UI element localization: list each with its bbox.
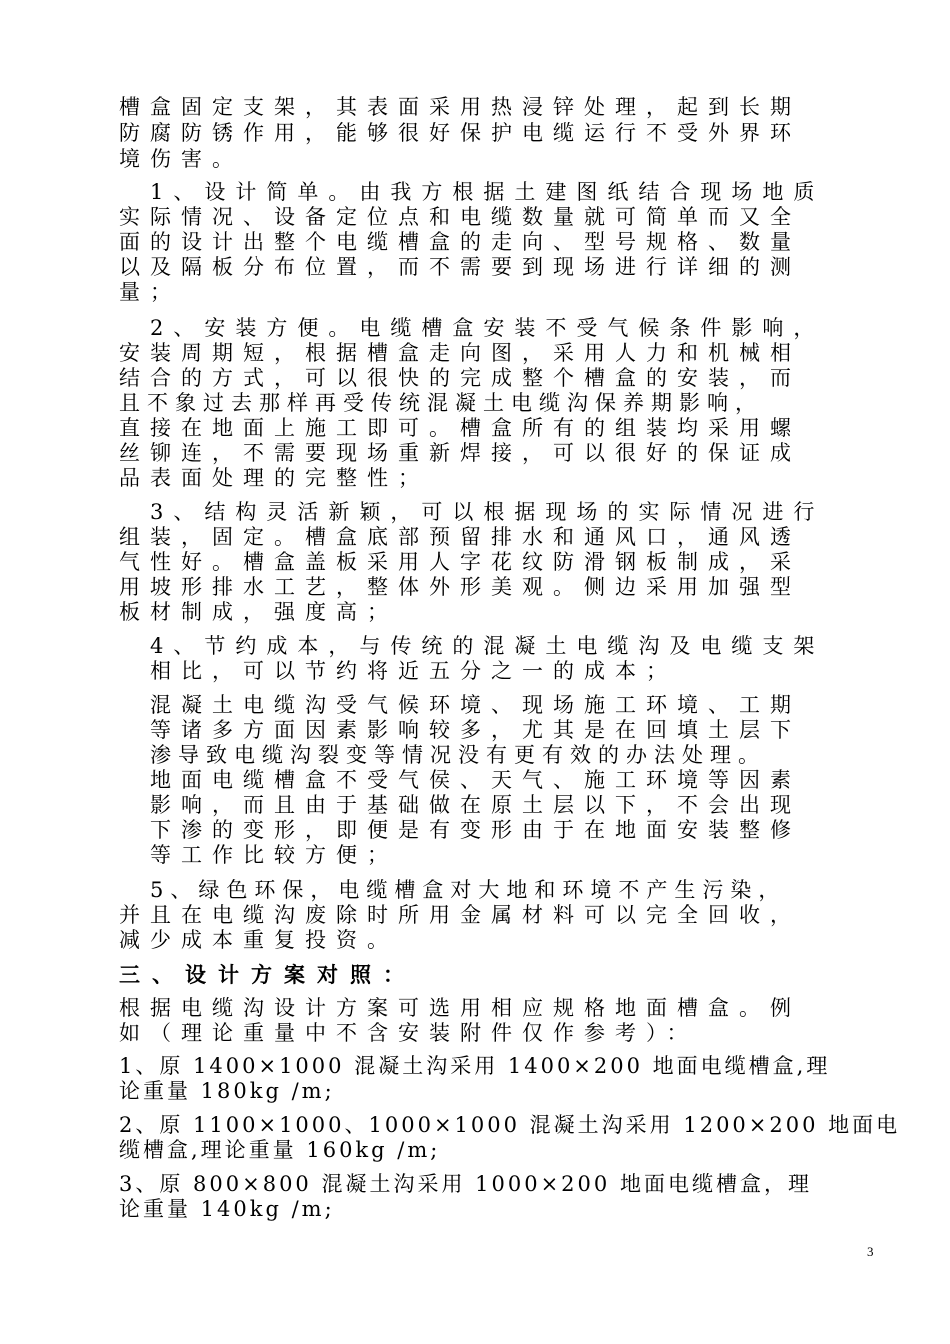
text-line: 论重量 180kg /m;: [119, 1079, 335, 1103]
text-line: 丝铆连，不需要现场重新焊接，可以很好的保证成: [119, 441, 801, 465]
section-heading-text: 三、设计方案对照：: [119, 962, 416, 987]
text-line: 1、原 1400×1000 混凝土沟采用 1400×200 地面电缆槽盒,理: [119, 1054, 831, 1078]
text-line: 用坡形排水工艺，整体外形美观。侧边采用加强型: [119, 575, 801, 599]
text-line: 板材制成，强度高；: [119, 600, 398, 624]
text-line: 混凝土电缆沟受气候环境、现场施工环境、工期: [150, 693, 801, 717]
text-line: 缆槽盒,理论重量 160kg /m;: [119, 1138, 441, 1162]
text-line: 且不象过去那样再受传统混凝土电缆沟保养期影响，: [119, 391, 763, 415]
text-line: 安装周期短，根据槽盒走向图，采用人力和机械相: [119, 341, 801, 365]
text-line: 等工作比较方便；: [150, 843, 398, 867]
text-line: 影响，而且由于基础做在原土层以下，不会出现: [150, 793, 801, 817]
text-line: 相比，可以节约将近五分之一的成本；: [150, 659, 677, 683]
page-number: 3: [867, 1244, 874, 1259]
text-line: 品表面处理的完整性；: [119, 466, 429, 490]
text-line: 根据电缆沟设计方案可选用相应规格地面槽盒。例: [119, 996, 801, 1020]
text-line: 实际情况、设备定位点和电缆数量就可简单而又全: [119, 205, 801, 229]
text-line: 5、绿色环保，电缆槽盒对大地和环境不产生污染，: [150, 878, 787, 902]
text-line: 渗导致电缆沟裂变等情况没有更有效的办法处理。: [150, 743, 766, 767]
text-line: 境伤害。: [119, 147, 243, 171]
text-line: 地面电缆槽盒不受气侯、天气、施工环境等因素: [150, 768, 801, 792]
text-line: 论重量 140kg /m;: [119, 1197, 335, 1221]
text-line: 组装，固定。槽盒底部预留排水和通风口，通风透: [119, 525, 801, 549]
text-line: 等诸多方面因素影响较多，尤其是在回填土层下: [150, 718, 801, 742]
text-line: 并且在电缆沟废除时所用金属材料可以完全回收，: [119, 903, 801, 927]
text-line: 3、结构灵活新颖，可以根据现场的实际情况进行: [150, 500, 825, 524]
text-line: 3、原 800×800 混凝土沟采用 1000×200 地面电缆槽盒，理: [119, 1172, 812, 1196]
text-line: 结合的方式，可以很快的完成整个槽盒的安装，而: [119, 366, 801, 390]
text-line: 下渗的变形，即便是有变形由于在地面安装整修: [150, 818, 801, 842]
text-line: 气性好。槽盒盖板采用人字花纹防滑钢板制成，采: [119, 550, 801, 574]
text-line: 4、节约成本，与传统的混凝土电缆沟及电缆支架: [150, 634, 825, 658]
text-line: 减少成本重复投资。: [119, 928, 398, 952]
text-line: 如（理论重量中不含安装附件仅作参考）：: [119, 1021, 698, 1045]
text-line: 量；: [119, 280, 181, 304]
text-line: 直接在地面上施工即可。槽盒所有的组装均采用螺: [119, 416, 801, 440]
text-line: 2、安装方便。电缆槽盒安装不受气候条件影响，: [150, 316, 825, 340]
text-line: 1、设计简单。由我方根据土建图纸结合现场地质: [150, 180, 825, 204]
text-line: 2、原 1100×1000、1000×1000 混凝土沟采用 1200×200 地面电: [119, 1113, 901, 1137]
text-line: 面的设计出整个电缆槽盒的走向、型号规格、数量: [119, 230, 801, 254]
text-line: 防腐防锈作用，能够很好保护电缆运行不受外界环: [119, 121, 801, 145]
text-line: 以及隔板分布位置，而不需要到现场进行详细的测: [119, 255, 801, 279]
text-line: 槽盒固定支架，其表面采用热浸锌处理，起到长期: [119, 95, 801, 119]
